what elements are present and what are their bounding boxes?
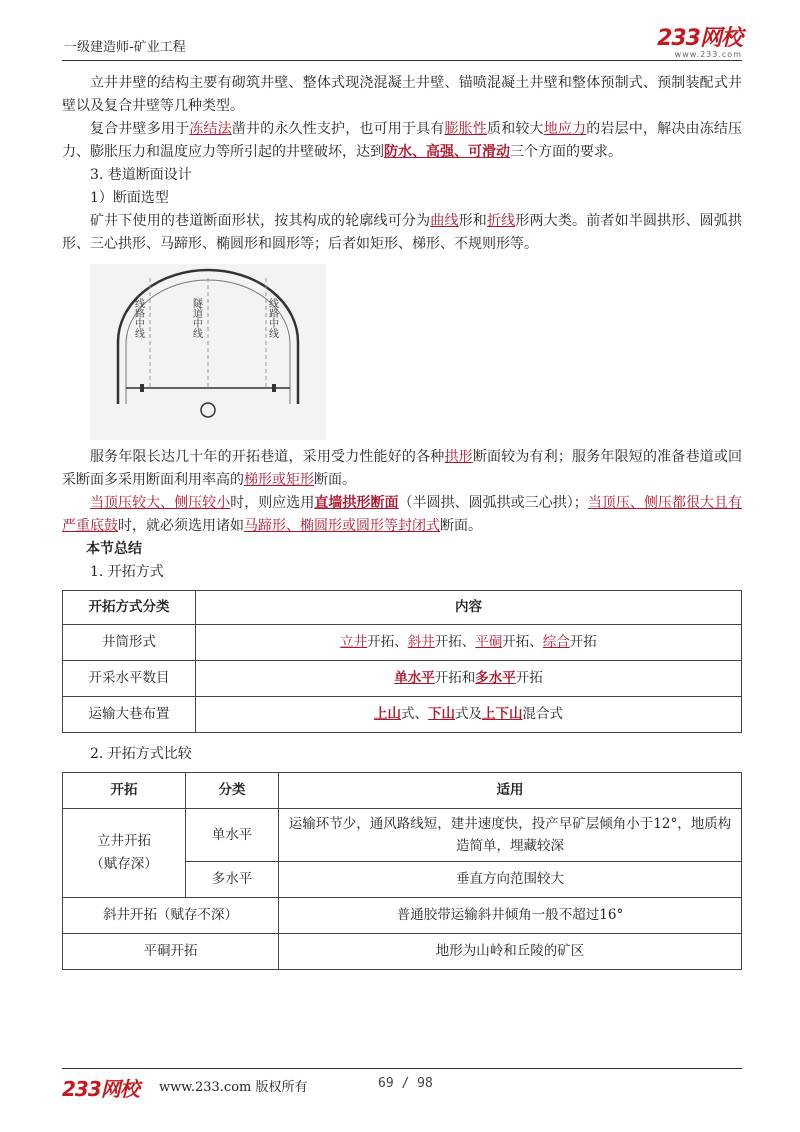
paragraph-service-life: 服务年限长达几十年的开拓巷道，采用受力性能好的各种拱形断面较为有利；服务年限短的准备巷道或回采断面多采用断面利用率高的梯形或矩形断面。 [62,449,743,488]
table-cell: 立井开拓 （赋存深） [63,809,186,898]
page-number: 69 / 98 [378,1076,433,1091]
table-cell: 平硐开拓 [63,934,279,970]
development-comparison-table [62,772,742,970]
key-term: 防水、高强、可滑动 [384,144,510,160]
tunnel-section-diagram [90,264,326,440]
table-row [63,809,742,862]
table-header: 适用 [279,773,742,809]
table-header: 分类 [186,773,279,809]
table-cell: 单水平 [186,809,279,862]
footer-rule [62,1068,742,1069]
table-header-row [63,591,742,625]
table-cell: 运输环节少，通风路线短，建井速度快，投产早矿层倾角小于12°，地质构造简单，埋藏较深 [279,809,742,862]
key-term: 膨胀性 [444,121,488,137]
paragraph-composite-wall: 复合井壁多用于冻结法凿井的永久性支护，也可用于具有膨胀性质和较大地应力的岩层中，解决由冻结压力、膨胀压力和温度应力等所引起的井壁破坏，达到防水、高强、可滑动三个方面的要求。 [62,121,743,160]
table-header: 开拓 [63,773,186,809]
footer-logo: 233网校 [62,1077,139,1101]
logo-text: 233网校 [657,26,742,51]
table-row [63,661,742,697]
rail-right [272,384,276,392]
logo-url: www.233.com [674,50,742,59]
brand-logo [657,28,742,59]
key-term: 冻结法 [189,121,232,137]
paragraph-shaft-wall: 立井井壁的结构主要有砌筑井壁、整体式现浇混凝土井壁、锚喷混凝土井壁和整体预制式、预制装配式井壁以及复合井壁等几种类型。 [62,75,742,114]
table-cell: 井筒形式 [63,625,196,661]
table-header: 开拓方式分类 [63,591,196,625]
table-cell: 普通胶带运输斜井倾角一般不超过16° [279,898,742,934]
table-cell: 上山式、下山式及上下山混合式 [196,697,742,733]
header-title: 一级建造师-矿业工程 [64,40,186,55]
summary-item-1: 1. 开拓方式 [90,564,164,580]
summary-item-2: 2. 开拓方式比较 [90,746,192,762]
key-term: 地应力 [543,121,587,137]
key-term: 马蹄形、椭圆形或圆形等封闭式 [244,518,440,534]
page-footer [62,1073,742,1103]
table-cell: 多水平 [186,862,279,898]
section-heading: 3. 巷道断面设计 [90,167,192,183]
key-term: 折线 [486,213,516,229]
key-term: 当顶压较大、侧压较小 [90,495,231,511]
label-track-right: 线路中线 [266,298,278,338]
label-tunnel-center: 隧道中线 [190,298,202,338]
table-cell: 单水平开拓和多水平开拓 [196,661,742,697]
key-term: 拱形 [444,449,473,465]
table-row [63,898,742,934]
summary-heading: 本节总结 [86,541,142,557]
subsection-heading: 1）断面选型 [90,190,169,206]
rail-left [140,384,144,392]
table-cell: 运输大巷布置 [63,697,196,733]
table-header: 内容 [196,591,742,625]
table-cell: 斜井开拓（赋存不深） [63,898,279,934]
footer-copyright: www.233.com 版权所有 [159,1080,308,1095]
label-track-left: 线路中线 [132,298,144,338]
page-content [62,72,742,970]
table-header-row [63,773,742,809]
header-rule [62,60,742,61]
table-row [63,625,742,661]
development-methods-table [62,590,742,733]
key-term: 曲线 [430,213,459,229]
table-cell: 垂直方向范围较大 [279,862,742,898]
paragraph-pressure: 当顶压较大、侧压较小时，则应选用直墙拱形断面（半圆拱、圆弧拱或三心拱）；当顶压、侧压都很大且有严重底鼓时，就必须选用诸如马蹄形、椭圆形或圆形等封闭式断面。 [62,495,743,534]
drain-pipe [201,403,215,417]
table-cell: 开采水平数目 [63,661,196,697]
key-term: 当顶压、侧压都很大且有严重底鼓 [62,495,743,534]
paragraph-section-types: 矿井下使用的巷道断面形状，按其构成的轮廓线可分为曲线形和折线形两大类。前者如半圆拱形、圆弧拱形、三心拱形、马蹄形、椭圆形和圆形等；后者如矩形、梯形、不规则形等。 [62,213,743,252]
table-row [63,934,742,970]
table-cell: 地形为山岭和丘陵的矿区 [279,934,742,970]
key-term: 梯形或矩形 [244,472,314,488]
key-term: 直墙拱形断面 [314,495,399,511]
page-header [62,28,742,60]
table-row [63,697,742,733]
table-cell: 立井开拓、斜井开拓、平硐开拓、综合开拓 [196,625,742,661]
tunnel-diagram-svg [90,264,326,440]
